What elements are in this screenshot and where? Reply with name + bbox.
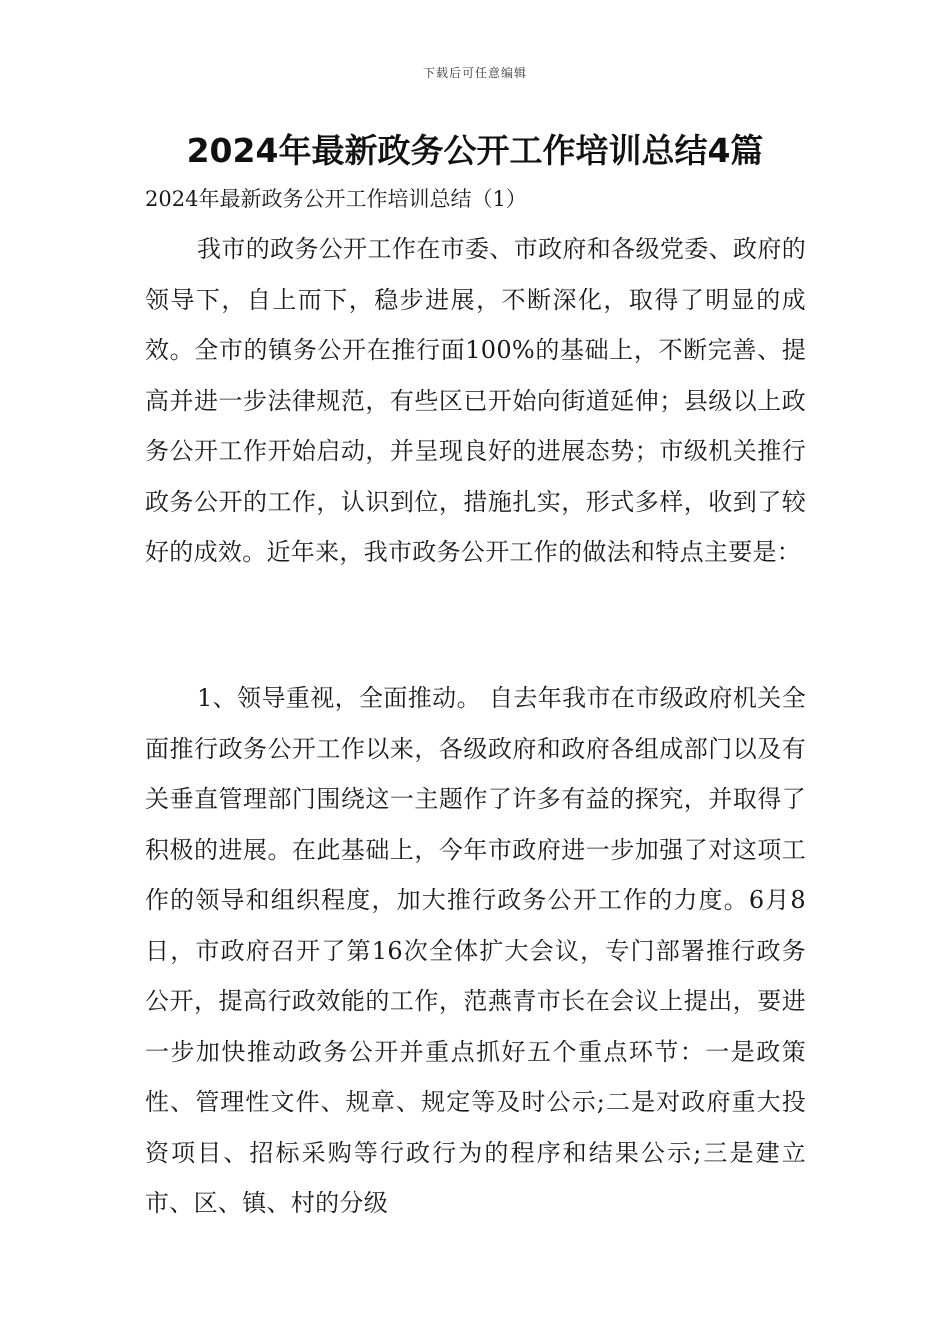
body-paragraph: 1、领导重视，全面推动。 自去年我市在市级政府机关全面推行政务公开工作以来，各级政府和政府各组成部门以及有关垂直管理部门围绕这一主题作了许多有益的探究，并取得了积极的进展。在此基础上，今年市政府进一步加强了对这项工作的领导和组织程度，加大推行政务公开工作的力度。6月8日，市政府召开了第16次全体扩大会议，专门部署推行政务公开，提高行政效能的工作，范燕青市长在会议上提出，要进一步加快推动政务公开并重点抓好五个重点环节：一是政策性、管理性文件、规章、规定等及时公示;二是对政府重大投资项目、招标采购等行政行为的程序和结果公示;三是建立市、区、镇、村的分级 [145,684,806,1217]
header-note: 下载后可任意编辑 [422,66,527,80]
document-subtitle: 2024年最新政务公开工作培训总结（1） [145,187,527,211]
body-paragraph: 我市的政务公开工作在市委、市政府和各级党委、政府的领导下，自上而下，稳步进展，不断深化，取得了明显的成效。全市的镇务公开在推行面100%的基础上，不断完善、提高并进一步法律规范，有些区已开始向街道延伸；县级以上政务公开工作开始启动，并呈现良好的进展态势；市级机关推行政务公开的工作，认识到位，措施扎实，形式多样，收到了较好的成效。近年来，我市政务公开工作的做法和特点主要是： [145,235,806,566]
document-title: 2024年最新政务公开工作培训总结4篇 [186,131,764,170]
